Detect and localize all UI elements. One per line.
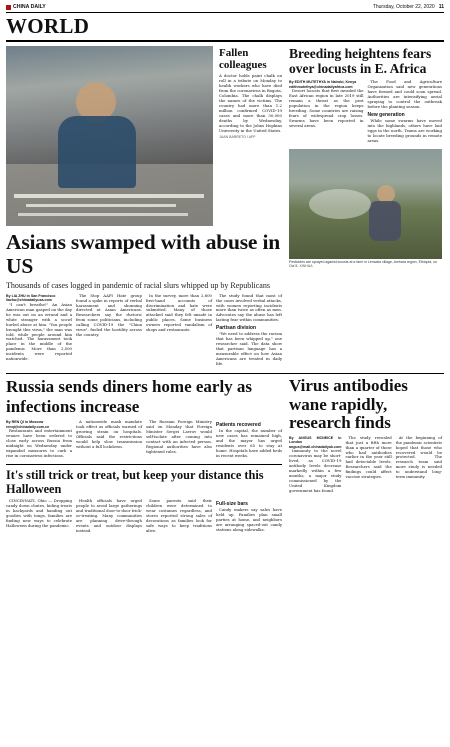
lead-headline: Asians swamped with abuse in US [6, 230, 280, 278]
newspaper-logo-icon [6, 5, 11, 10]
lower-grid [6, 374, 444, 535]
virus-paragraph: Immunity to the novel coronavirus may be short-lived, as COVID-19 antibody levels decrease markedly within a few months, a major study commissioned by the United Kingdom government has found. [289, 448, 342, 494]
virus-headline: Virus antibodies wane rapidly, research finds [289, 376, 408, 433]
fallen-text [219, 46, 282, 226]
virus-col-1 [289, 436, 341, 496]
photo-chalk-writing [26, 204, 176, 207]
virus-paragraph: The study revealed that just a fifth more than a quarter of those who had antibodies earlier in the year still had detectable levels. Researchers said the findings could affect vaccine strategies. [345, 434, 392, 480]
russia-body [6, 420, 282, 460]
russia-col-2 [76, 420, 142, 460]
fallen-credit: JUAN BARRETO / AFP [219, 135, 256, 139]
locust-subhead: New generation [367, 111, 405, 118]
russia-col-4 [216, 420, 282, 460]
halloween-col-1 [6, 499, 72, 535]
paper-name: CHINA DAILY [13, 4, 46, 10]
locust-paragraph: While some swarms have moved into the highlands, others have laid eggs in the north. Teams are working to locate breeding grounds in remote areas. [367, 117, 442, 143]
locust-caption-text: Pesticides are sprayed against locusts at a farm in Lenwala village, Amhara region, Ethiopia, on Oct 5. [289, 259, 438, 269]
russia-col-3 [146, 420, 212, 460]
lead-paragraph: The study found that most of the cases involved verbal attacks, with women reporting incidents more than twice as often as men. Advocates say the abuse has left lasting fear within communities. [216, 292, 282, 323]
virus-email[interactable]: angus@mail.chinadailyuk.com [289, 444, 342, 449]
lead-email[interactable]: liazhu@chinadailyusa.com [6, 298, 52, 303]
lead-col-4 [216, 294, 282, 369]
halloween-col-2 [76, 499, 142, 535]
lead-deck: Thousands of cases logged in pandemic of racial slurs whipped up by Republicans [6, 281, 270, 290]
lead-body [6, 294, 282, 369]
photo-chalk-writing [14, 194, 204, 198]
russia-email[interactable]: renqi@chinadaily.com.cn [6, 424, 50, 429]
halloween-paragraph: Health officials have urged people to avoid large gatherings and traditional door-to-door trick-or-treating. Many communities are planning drive-through events and outdoor displays instead. [76, 498, 142, 533]
locust-byline: By EDITH MUTETHYA in Nairobi, Kenya [289, 80, 357, 84]
locust-headline: Breeding heightens fears over locusts in E. Africa [289, 46, 432, 76]
russia-paragraph: The Russian Foreign Ministry said on Monday that Foreign Minister Sergei Lavrov would self-isolate after coming into contact with an infected person. Regional authorities have also tightened rules. [146, 419, 212, 454]
lead-col-3 [146, 294, 212, 369]
halloween-headline: It's still trick or treat, but keep your distance this Halloween [6, 468, 264, 497]
section-title: WORLD [6, 14, 444, 42]
halloween-paragraph: CINCINNATI, Ohio — Dropping candy down chutes, hiding treats in backyards and handing out goodies with tongs, families are finding new ways to celebrate Halloween during the pandemic. [6, 498, 72, 529]
lead-paragraph: "We need to address the racism that has been whipped up," one researcher said. The data show that partisan language has a measurable effect on how Asian Americans are treated in daily life. [216, 331, 282, 367]
lower-main [6, 374, 282, 535]
locust-credit: XINHUA [299, 264, 313, 269]
lead-col-1 [6, 294, 72, 369]
top-grid [6, 46, 444, 368]
fallen-feature [6, 46, 282, 226]
photo-body [58, 116, 136, 188]
fallen-title: Fallen colleagues [219, 47, 267, 71]
lead-subhead: Partisan division [216, 325, 257, 332]
virus-col-3 [396, 436, 442, 496]
divider [6, 464, 282, 465]
russia-paragraph: A nationwide mask mandate took effect as officials warned of growing strain on hospitals. Officials said the restrictions would help slow transmission without a full lockdown. [76, 419, 142, 449]
virus-body [289, 436, 442, 496]
photo-spray [309, 189, 371, 219]
locust-paragraph: The Food and Agriculture Organization said new generations have formed and could soon spread. Authorities are intensifying aerial spraying to control the outbreak before the planting season. [367, 79, 442, 109]
fallen-photo-wrap [6, 46, 213, 226]
locust-col-2 [368, 80, 443, 145]
russia-byline: By REN QI in Moscow [6, 420, 44, 425]
masthead-right [373, 4, 444, 11]
halloween-col-3 [146, 499, 212, 535]
halloween-paragraph: Some parents said their children were determined to wear costumes regardless, and stores reported strong sales of decorations as families look for safe ways to keep traditions alive. [146, 498, 212, 533]
photo-figure [377, 185, 395, 203]
lead-byline: By LIA ZHU in San Francisco [6, 293, 56, 298]
locust-photo [289, 149, 442, 259]
locust-col-1 [289, 80, 364, 145]
main-column [6, 46, 282, 368]
photo-chalk-writing [18, 213, 188, 216]
russia-headline: Russia sends diners home early as infections increase [6, 377, 253, 417]
issue-date: Thursday, October 22, 2020 [372, 4, 435, 10]
halloween-subhead: Full-size bars [216, 501, 248, 508]
virus-col-2 [345, 436, 391, 496]
halloween-col-4 [216, 499, 282, 535]
masthead-left [6, 4, 46, 11]
locust-email[interactable]: edithmutethya@chinadailyafrica.com [289, 84, 353, 89]
halloween-paragraph: Candy makers say sales have held up. Families plan small parties at home, and neighbors are arranging spaced-out candy stations along sidewalks. [216, 507, 282, 533]
virus-paragraph: At the beginning of the pandemic scientists hoped that those who recovered would be protected. The research team said more study is needed to understand long-term immunity. [395, 434, 442, 480]
fallen-caption: A doctor holds paint chalk on roll in a tribute on Monday to health workers who have died from the coronavirus in Bogota, Colombia. The chalk displays the names of the victims. The country had more than 1.2 million confirmed COVID-19 cases and more than 30,000 deaths by Wednesday, according to the Johns Hopkins University in the United States. [219, 73, 282, 133]
fallen-photo [6, 46, 213, 226]
russia-subhead: Patients recovered [216, 422, 261, 429]
photo-body [369, 201, 401, 241]
locust-body [289, 80, 442, 145]
lower-side [289, 374, 442, 535]
lead-paragraph: In the survey, more than 2,800 first-hand accounts of discrimination and hate were submitted. Many of those attacked said they felt unsafe in public places. Some business owners reported vandalism of shops and restaurants. [146, 292, 212, 333]
russia-paragraph: Restaurants and entertainment venues have been ordered to close early across Russia from midnight on Wednesday under expanded measures to curb a rise in coronavirus infections. [6, 428, 72, 459]
russia-col-1 [6, 420, 72, 460]
russia-paragraph: In the capital, the number of new cases has remained high, and the mayor has urged residents over 65 to stay at home. Hospitals have added beds in recent weeks. [216, 428, 282, 458]
locust-paragraph: Desert locusts that first invaded the East African region in late 2019 still remain a threat as the pest population in the region keeps breeding. Some countries are raising fears of widespread crop losses. Swarms have been reported in several areas. [289, 88, 364, 128]
halloween-body [6, 499, 282, 535]
masthead [6, 4, 444, 13]
lead-paragraph: "I can't breathe!" An Asian American man gasped on the day he was out on an errand and a white stranger with a scowl hurled abuse at him. "You people brought this virus," the man was told, while people around him watched. The harassment took place in the middle of the pandemic. More than 2,500 incidents were reported nationwide. [6, 301, 72, 362]
lead-paragraph: The Stop AAPI Hate group found a spike in reports of verbal harassment and shunning directed at Asian Americans. Researchers say the rhetoric from some politicians, including calling COVID-19 the "China virus", fueled the hostility across the country. [76, 292, 142, 338]
lead-col-2 [76, 294, 142, 369]
side-column [289, 46, 442, 368]
virus-byline: By ANGUS MCNEICE in London [289, 435, 342, 445]
page-number: 11 [438, 4, 444, 10]
locust-caption [289, 260, 442, 269]
